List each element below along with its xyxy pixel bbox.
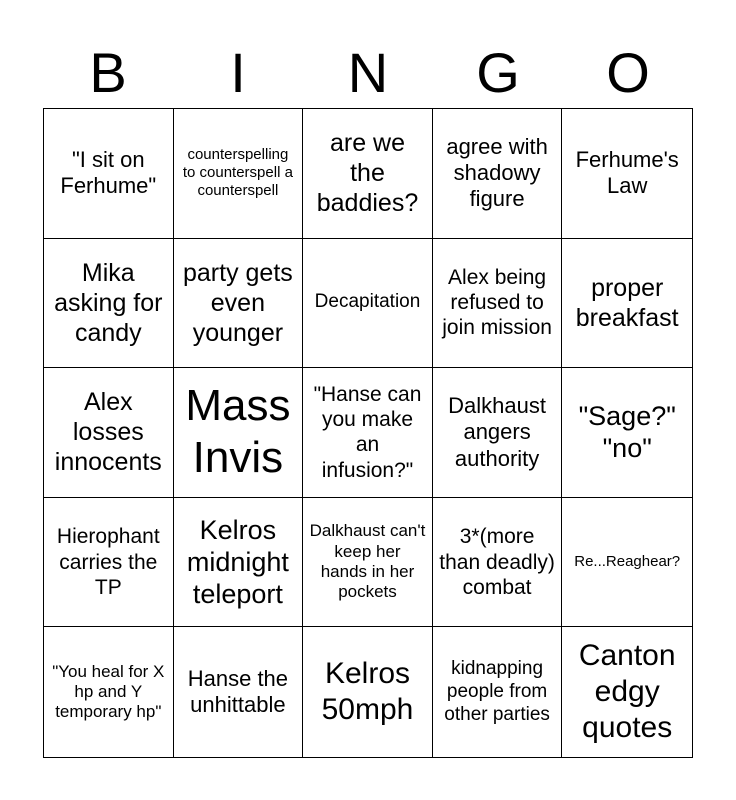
header-letter-i: I [230,41,246,104]
bingo-cell[interactable]: "Sage?" "no" [562,368,692,498]
bingo-cell[interactable]: party gets even younger [174,239,304,369]
bingo-cell[interactable]: "You heal for X hp and Y temporary hp" [44,627,174,757]
bingo-cell[interactable]: Canton edgy quotes [578,639,676,745]
bingo-cell[interactable]: Dalkhaust angers authority [433,368,563,498]
bingo-cell[interactable]: Hanse the unhittable [174,627,304,757]
bingo-cell[interactable]: Alex being refused to join mission [433,239,563,369]
bingo-cell[interactable]: Kelros midnight teleport [174,498,304,628]
bingo-cell[interactable]: Ferhume's Law [562,109,692,239]
bingo-cell[interactable]: Hierophant carries the TP [44,498,174,628]
header-letter-b: B [89,41,127,104]
bingo-cell[interactable]: kidnapping people from other parties [433,627,563,757]
bingo-cell[interactable]: Dalkhaust can't keep her hands in her pockets [303,498,433,628]
bingo-cell[interactable]: Kelros 50mph [303,627,433,757]
header-letter-o: O [606,41,650,104]
bingo-grid [43,108,693,758]
header-letter-n: N [347,41,389,104]
bingo-cell[interactable]: agree with shadowy figure [433,109,563,239]
bingo-cell[interactable]: Mass Invis [174,368,304,498]
bingo-cell[interactable]: Decapitation [303,239,433,369]
bingo-header [43,38,693,108]
bingo-cell[interactable]: proper breakfast [562,239,692,369]
bingo-cell[interactable]: counterspelling to counterspell a counterspell [174,109,304,239]
bingo-cell[interactable]: are we the baddies? [303,109,433,239]
bingo-cell[interactable]: "Hanse can you make an infusion?" [303,368,433,498]
bingo-cell[interactable]: Mika asking for candy [44,239,174,369]
bingo-cell[interactable]: 3*(more than deadly) combat [433,498,563,628]
bingo-cell[interactable]: "I sit on Ferhume" [44,109,174,239]
bingo-cell[interactable]: Re...Reaghear? [562,498,692,628]
bingo-cell[interactable]: Alex losses innocents [44,368,174,498]
header-letter-g: G [476,41,520,104]
